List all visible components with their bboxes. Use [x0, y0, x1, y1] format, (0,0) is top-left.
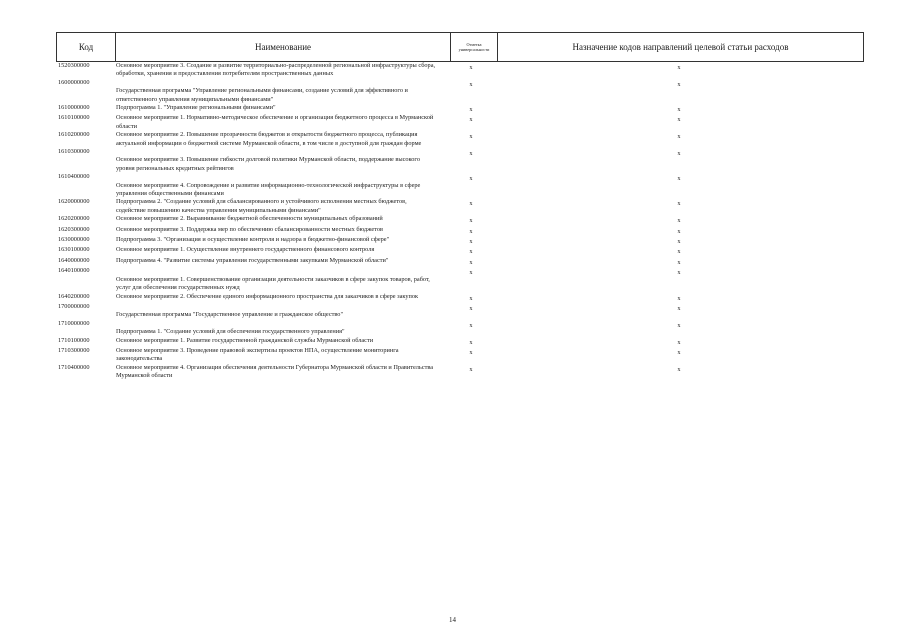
row-name: Основное мероприятие 4. Сопровождение и развитие информационно-технологической инфраструктуры в сфере управления общественными финансами	[116, 181, 421, 198]
row-flag: x	[469, 238, 473, 246]
header-name: Наименование	[116, 33, 451, 61]
row-flag: x	[469, 258, 473, 266]
row-code: 1630100000	[58, 246, 90, 254]
row-name: Основное мероприятие 3. Проведение правовой экспертизы проектов НПА, осуществление мониторинга законодательства	[116, 346, 399, 363]
table-row	[56, 364, 864, 381]
row-name: Основное мероприятие 3. Создание и развитие территориально-распределенной региональной инфраструктуры сбора, обработки, хранения и предоставления потребителям пространственных данных	[116, 62, 436, 78]
table-row	[56, 257, 864, 267]
row-purpose: x	[677, 294, 681, 302]
row-name: Основное мероприятие 2. Выравнивание бюджетной обеспеченности муниципальных образований	[116, 215, 383, 223]
table-header	[56, 32, 864, 62]
row-purpose: x	[677, 365, 681, 373]
row-purpose: x	[677, 338, 681, 346]
row-code: 1610300000	[58, 148, 90, 156]
row-flag: x	[469, 321, 473, 329]
table-row	[56, 173, 864, 198]
row-name: Подпрограмма 1. "Создание условий для обеспечения государственного управления"	[116, 328, 345, 336]
row-name: Подпрограмма 1. "Управление региональными финансами"	[116, 104, 276, 112]
row-name: Основное мероприятие 2. Обеспечение единого информационного пространства для заказчиков в сфере закупок	[116, 292, 419, 300]
table-row	[56, 246, 864, 256]
table-row	[56, 236, 864, 246]
row-purpose: x	[677, 175, 681, 183]
table-row	[56, 198, 864, 215]
row-code: 1710400000	[58, 363, 90, 371]
table-row	[56, 293, 864, 303]
table-row	[56, 337, 864, 347]
table-row	[56, 347, 864, 364]
table-row	[56, 215, 864, 225]
row-code: 1610400000	[58, 173, 90, 181]
table-body	[56, 62, 864, 381]
row-flag: x	[469, 338, 473, 346]
row-code: 1620300000	[58, 225, 90, 233]
table-row	[56, 62, 864, 79]
row-code: 1610100000	[58, 114, 90, 122]
row-purpose: x	[677, 200, 681, 208]
table-row	[56, 303, 864, 320]
row-purpose: x	[677, 64, 681, 71]
row-code: 1610000000	[58, 104, 90, 112]
row-purpose: x	[677, 217, 681, 225]
row-code: 1710100000	[58, 336, 90, 344]
row-flag: x	[469, 365, 473, 373]
row-purpose: x	[677, 258, 681, 266]
row-flag: x	[469, 150, 473, 158]
row-flag: x	[469, 106, 473, 114]
row-name: Основное мероприятие 1. Осуществление внутреннего государственного финансового контроля	[116, 246, 375, 254]
row-code: 1700000000	[58, 302, 90, 310]
row-code: 1640200000	[58, 292, 90, 300]
row-name: Основное мероприятие 3. Поддержка мер по обеспечению сбалансированности местных бюджетов	[116, 225, 383, 233]
document-page	[56, 32, 864, 381]
row-purpose: x	[677, 150, 681, 158]
row-name: Подпрограмма 4. "Развитие системы управления государственными закупками Мурманской области"	[116, 256, 389, 264]
row-flag: x	[469, 217, 473, 225]
row-flag: x	[469, 175, 473, 183]
table-row	[56, 320, 864, 337]
row-name: Основное мероприятие 1. Совершенствование организации деятельности заказчиков в сфере закупок товаров, работ, услуг для обеспечения государственных нужд	[116, 275, 430, 292]
row-flag: x	[469, 227, 473, 235]
row-code: 1640000000	[58, 256, 90, 264]
row-code: 1620200000	[58, 215, 90, 223]
row-name: Основное мероприятие 2. Повышение прозрачности бюджетов и открытости бюджетного процесса, публикация актуальной информации о бюджетной системе Мурманской области, в том числе в доступной для граждан форме	[116, 131, 422, 147]
row-code: 1710000000	[58, 319, 90, 327]
row-code: 1640100000	[58, 267, 90, 275]
row-flag: x	[469, 116, 473, 124]
row-flag: x	[469, 348, 473, 356]
table-row	[56, 148, 864, 173]
row-purpose: x	[677, 248, 681, 256]
table-row	[56, 267, 864, 292]
row-flag: x	[469, 80, 473, 88]
row-name: Основное мероприятие 1. Нормативно-методическое обеспечение и организация бюджетного процесса в Мурманской области	[116, 114, 434, 130]
table-row	[56, 79, 864, 104]
row-purpose: x	[677, 80, 681, 88]
row-name: Государственная программа "Государственное управление и гражданское общество"	[116, 311, 344, 319]
table-row	[56, 104, 864, 114]
row-code: 1600000000	[58, 78, 90, 86]
header-flag: Отметка универсальности	[451, 33, 498, 61]
row-purpose: x	[677, 304, 681, 312]
row-name: Основное мероприятие 1. Развитие государственной гражданской службы Мурманской области	[116, 336, 374, 344]
table-row	[56, 114, 864, 131]
row-flag: x	[469, 248, 473, 256]
row-flag: x	[469, 304, 473, 312]
row-code: 1520300000	[58, 62, 90, 69]
row-name: Основное мероприятие 3. Повышение гибкости долговой политики Мурманской области, поддержание высокого уровня региональных кредитных рейтингов	[116, 156, 420, 172]
row-purpose: x	[677, 238, 681, 246]
row-purpose: x	[677, 348, 681, 356]
row-purpose: x	[677, 133, 681, 141]
row-purpose: x	[677, 116, 681, 124]
header-purpose: Назначение кодов направлений целевой статьи расходов	[572, 42, 789, 52]
row-purpose: x	[677, 321, 681, 329]
row-flag: x	[469, 200, 473, 208]
row-name: Основное мероприятие 4. Организация обеспечения деятельности Губернатора Мурманской области и Правительства Мурманской области	[116, 363, 434, 380]
row-name: Государственная программа "Управление региональными финансами, создание условий для эффективного и ответственного управления муниципальными финансами"	[116, 87, 408, 103]
page-number: 14	[449, 616, 456, 624]
header-code: Код	[57, 33, 116, 61]
row-name: Подпрограмма 3. "Организация и осуществление контроля и надзора в бюджетно-финансовой сфере"	[116, 236, 390, 244]
table-row	[56, 226, 864, 236]
row-code: 1610200000	[58, 131, 90, 139]
row-code: 1620000000	[58, 198, 90, 206]
row-code: 1710300000	[58, 346, 90, 354]
row-purpose: x	[677, 106, 681, 114]
row-flag: x	[469, 294, 473, 302]
row-code: 1630000000	[58, 236, 90, 244]
row-flag: x	[469, 64, 473, 71]
row-purpose: x	[677, 269, 681, 277]
row-name: Подпрограмма 2. "Создание условий для сбалансированного и устойчивого исполнения местных бюджетов, содействие повышению качества управления муниципальными финансами"	[116, 198, 407, 214]
row-flag: x	[469, 133, 473, 141]
table-row	[56, 131, 864, 148]
row-flag: x	[469, 269, 473, 277]
row-purpose: x	[677, 227, 681, 235]
